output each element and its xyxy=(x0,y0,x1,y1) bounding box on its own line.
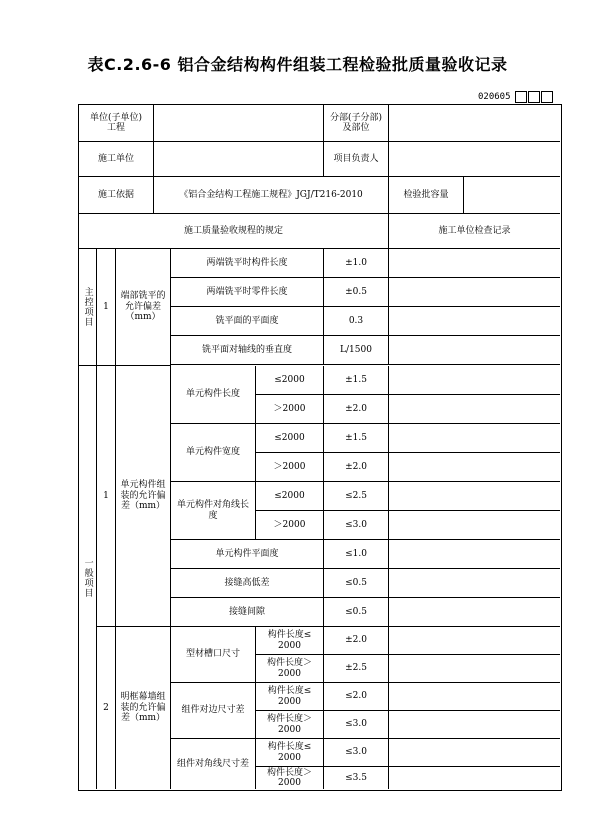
main-group-label-text: 端部铣平的 允许偏差 （mm） xyxy=(120,291,166,323)
g1-flat-value-text: ≤1.0 xyxy=(345,548,367,559)
main-item-value-text: L/1500 xyxy=(340,344,372,355)
g2-diag-record1[interactable] xyxy=(389,739,560,767)
g2-slot-range1 xyxy=(256,627,324,655)
g2-diag-range2 xyxy=(256,767,324,789)
g2-diag-range1 xyxy=(256,739,324,767)
g1-length-value1-text: ±1.5 xyxy=(345,374,367,385)
g2-group-label xyxy=(116,627,171,789)
g2-diag-name-text: 组件对角线尺寸差 xyxy=(176,758,249,769)
g2-slot-record1[interactable] xyxy=(389,627,560,655)
main-item-value xyxy=(324,307,389,336)
g1-num-text: 1 xyxy=(103,490,109,501)
unit-label-text: 单位(子单位) 工程 xyxy=(89,112,143,133)
subdiv-label xyxy=(324,105,389,142)
code-box-2[interactable] xyxy=(528,91,540,103)
main-section-label-text: 主控项目 xyxy=(82,287,93,327)
g1-diag-name xyxy=(171,482,256,540)
code-box-1[interactable] xyxy=(515,91,527,103)
main-item-num-text: 1 xyxy=(103,301,109,312)
g1-num xyxy=(97,366,116,627)
g1-gap-name xyxy=(171,598,324,627)
g1-width-value2-text: ±2.0 xyxy=(345,461,367,472)
form-code xyxy=(478,88,553,105)
g1-diag-value2-text: ≤3.0 xyxy=(345,519,367,530)
main-item-record[interactable] xyxy=(389,307,560,336)
main-item-value xyxy=(324,278,389,307)
g1-gap-value xyxy=(324,598,389,627)
g2-edge-range2 xyxy=(256,711,324,739)
general-section-label xyxy=(79,366,97,789)
g1-diag-range1 xyxy=(256,482,324,511)
g1-length-value2 xyxy=(324,395,389,424)
g1-flat-record[interactable] xyxy=(389,540,560,569)
g1-height-name-text: 接缝高低差 xyxy=(224,577,270,588)
g2-slot-range2-text: 构件长度＞ 2000 xyxy=(266,658,312,679)
g2-edge-range1 xyxy=(256,683,324,711)
record-header xyxy=(389,214,560,249)
main-section-label xyxy=(79,249,97,366)
general-section-label-text: 一般项目 xyxy=(82,557,93,598)
g1-length-value1 xyxy=(324,366,389,395)
main-item-record[interactable] xyxy=(389,278,560,307)
g1-height-value xyxy=(324,569,389,598)
g2-edge-value2-text: ≤3.0 xyxy=(345,719,367,730)
g2-slot-value1 xyxy=(324,627,389,655)
g2-slot-value2 xyxy=(324,655,389,683)
g2-diag-value2-text: ≤3.5 xyxy=(345,772,367,783)
basis-label-text: 施工依据 xyxy=(97,189,134,200)
g1-diag-record2[interactable] xyxy=(389,511,560,540)
g1-diag-range1-text: ≤2000 xyxy=(274,490,305,501)
g1-width-range1-text: ≤2000 xyxy=(274,432,305,443)
g1-diag-value1 xyxy=(324,482,389,511)
pm-label xyxy=(324,142,389,177)
g1-width-value1-text: ±1.5 xyxy=(345,432,367,443)
contractor-label-text: 施工单位 xyxy=(97,153,134,164)
form-code-label: 020605 xyxy=(478,91,511,102)
g2-edge-record1[interactable] xyxy=(389,683,560,711)
g1-flat-name xyxy=(171,540,324,569)
g1-diag-record1[interactable] xyxy=(389,482,560,511)
main-item-name xyxy=(171,307,324,336)
main-item-num xyxy=(97,249,116,366)
g1-diag-range2-text: ＞2000 xyxy=(273,519,306,530)
basis-value xyxy=(154,177,389,214)
g2-num-text: 2 xyxy=(103,702,109,713)
g1-group-label xyxy=(116,366,171,627)
pm-value[interactable] xyxy=(389,142,560,177)
g1-diag-name-text: 单元构件对角线长 度 xyxy=(176,500,249,521)
g1-width-record2[interactable] xyxy=(389,453,560,482)
g1-length-record1[interactable] xyxy=(389,366,560,395)
g1-width-range2-text: ＞2000 xyxy=(273,461,306,472)
g2-group-label-text: 明框幕墙组 装的允许偏 差（mm） xyxy=(120,692,166,724)
g1-flat-name-text: 单元构件平面度 xyxy=(215,548,279,559)
g2-diag-value2 xyxy=(324,767,389,789)
record-header-text: 施工单位检查记录 xyxy=(438,225,511,236)
subdiv-value[interactable] xyxy=(389,105,560,142)
g1-length-name-text: 单元构件长度 xyxy=(185,389,240,400)
g2-edge-value1-text: ≤2.0 xyxy=(345,691,367,702)
g2-slot-value1-text: ±2.0 xyxy=(345,635,367,646)
main-item-name-text: 两端铣平时零件长度 xyxy=(206,286,288,297)
g2-diag-value1 xyxy=(324,739,389,767)
g1-width-value1 xyxy=(324,424,389,453)
g2-slot-range2 xyxy=(256,655,324,683)
g2-edge-name-text: 组件对边尺寸差 xyxy=(181,705,245,716)
main-item-name xyxy=(171,336,324,365)
main-item-name xyxy=(171,278,324,307)
g1-length-range2-text: ＞2000 xyxy=(273,403,306,414)
g2-slot-range1-text: 构件长度≤ 2000 xyxy=(267,630,312,651)
code-box-3[interactable] xyxy=(541,91,553,103)
g2-edge-name xyxy=(171,683,256,739)
main-item-record[interactable] xyxy=(389,336,560,365)
capacity-label xyxy=(389,177,464,214)
g1-height-record[interactable] xyxy=(389,569,560,598)
g1-length-record2[interactable] xyxy=(389,395,560,424)
g1-height-value-text: ≤0.5 xyxy=(345,577,367,588)
unit-value[interactable] xyxy=(154,105,324,142)
g1-gap-name-text: 接缝间隙 xyxy=(228,606,265,617)
contractor-value[interactable] xyxy=(154,142,324,177)
subdiv-label-text: 分部(子分部) 及部位 xyxy=(329,112,383,133)
g1-diag-value1-text: ≤2.5 xyxy=(345,490,367,501)
main-item-name-text: 铣平面对轴线的垂直度 xyxy=(201,344,292,355)
main-item-value-text: ±1.0 xyxy=(345,257,367,268)
g2-edge-range1-text: 构件长度≤ 2000 xyxy=(267,686,312,707)
g2-diag-name xyxy=(171,739,256,789)
g1-width-range2 xyxy=(256,453,324,482)
basis-value-text: 《铝合金结构工程施工规程》JGJ/T216-2010 xyxy=(179,189,363,200)
g1-group-label-text: 单元构件组 装的允许偏 差（mm） xyxy=(120,480,166,512)
main-item-name-text: 两端铣平时构件长度 xyxy=(206,257,288,268)
g2-edge-value2 xyxy=(324,711,389,739)
g1-length-range2 xyxy=(256,395,324,424)
g2-diag-range2-text: 构件长度＞ 2000 xyxy=(266,767,312,788)
g1-flat-value xyxy=(324,540,389,569)
contractor-label xyxy=(79,142,154,177)
main-item-name-text: 铣平面的平面度 xyxy=(215,315,279,326)
g2-diag-value1-text: ≤3.0 xyxy=(345,747,367,758)
g2-diag-range1-text: 构件长度≤ 2000 xyxy=(267,742,312,763)
g2-edge-record2[interactable] xyxy=(389,711,560,739)
g2-edge-value1 xyxy=(324,683,389,711)
page-title: 表C.2.6-6 铝合金结构构件组装工程检验批质量验收记录 xyxy=(87,55,508,74)
spec-header xyxy=(79,214,389,249)
unit-label xyxy=(79,105,154,142)
main-item-value xyxy=(324,249,389,278)
g1-diag-range2 xyxy=(256,511,324,540)
g2-edge-range2-text: 构件长度＞ 2000 xyxy=(266,714,312,735)
pm-label-text: 项目负责人 xyxy=(333,153,379,164)
main-item-name xyxy=(171,249,324,278)
g1-width-name xyxy=(171,424,256,482)
g1-length-name xyxy=(171,366,256,424)
g1-width-record1[interactable] xyxy=(389,424,560,453)
g1-length-value2-text: ±2.0 xyxy=(345,403,367,414)
main-item-value xyxy=(324,336,389,365)
inspection-table xyxy=(78,104,562,791)
main-item-value-text: 0.3 xyxy=(348,315,364,326)
main-item-record[interactable] xyxy=(389,249,560,278)
g1-width-name-text: 单元构件宽度 xyxy=(185,447,240,458)
g2-slot-value2-text: ±2.5 xyxy=(345,663,367,674)
g1-width-range1 xyxy=(256,424,324,453)
spec-header-text: 施工质量验收规程的规定 xyxy=(183,225,283,236)
g1-diag-value2 xyxy=(324,511,389,540)
g2-diag-record2[interactable] xyxy=(389,767,560,789)
g2-slot-name xyxy=(171,627,256,683)
main-group-label xyxy=(116,249,171,366)
g1-height-name xyxy=(171,569,324,598)
main-item-value-text: ±0.5 xyxy=(345,286,367,297)
g1-gap-record[interactable] xyxy=(389,598,560,627)
capacity-value[interactable] xyxy=(464,177,560,214)
g1-length-range1 xyxy=(256,366,324,395)
g1-length-range1-text: ≤2000 xyxy=(274,374,305,385)
g1-gap-value-text: ≤0.5 xyxy=(345,606,367,617)
g2-slot-name-text: 型材槽口尺寸 xyxy=(185,649,240,660)
g2-slot-record2[interactable] xyxy=(389,655,560,683)
capacity-label-text: 检验批容量 xyxy=(403,189,449,200)
basis-label xyxy=(79,177,154,214)
g2-num xyxy=(97,627,116,789)
g1-width-value2 xyxy=(324,453,389,482)
